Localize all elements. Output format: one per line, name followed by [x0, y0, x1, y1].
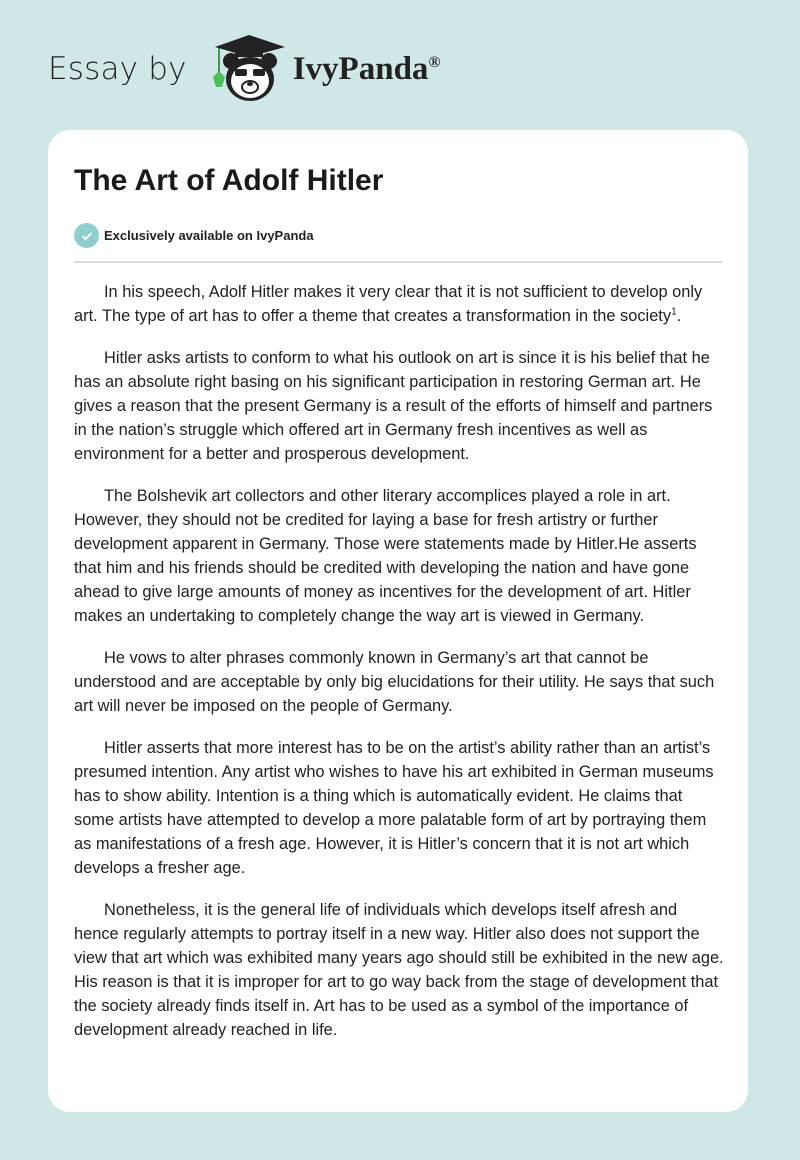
paragraph: Hitler asserts that more interest has to be on the artist’s ability rather than an artist’s presumed intention. Any artist who wishes to have his art exhibited in German museums has to show ability. Intention is a thing which is automatically evident. He claims that some artists have attempted to develop a more palatable form of art by portraying them as manifestations of a fresh age. However, it is Hitler’s concern that it is not art which develops a fresher age.	[74, 739, 714, 877]
brand-name[interactable]	[293, 51, 441, 88]
site-header	[48, 34, 440, 104]
essay-body	[74, 280, 724, 1060]
paragraph-punct: .	[676, 307, 682, 325]
brand-text: IvyPanda	[292, 50, 429, 87]
check-circle-icon	[74, 223, 99, 248]
exclusive-text: Exclusively available on IvyPanda	[104, 228, 314, 243]
registered-mark: ®	[428, 53, 441, 71]
paragraph: The Bolshevik art collectors and other literary accomplices played a role in art. However, they should not be credited for laying a base for fresh artistry or further development apparent in Germany. Those were statements made by Hitler.He asserts that him and his friends should be credited with developing the nation and have gone ahead to give large amounts of money as incentives for the development of art. Hitler makes an undertaking to completely change the way art is viewed in Germany.	[74, 487, 697, 625]
panda-logo-icon[interactable]	[205, 33, 289, 105]
essay-card	[48, 130, 748, 1112]
paragraph-text: In his speech, Adolf Hitler makes it very clear that it is not sufficient to develop only art. The type of art has to offer a theme that creates a transformation in the society	[74, 283, 703, 325]
paragraph: He vows to alter phrases commonly known in Germany’s art that cannot be understood and are acceptable by only big elucidations for their utility. He says that such art will never be imposed on the people of Germany.	[74, 649, 715, 715]
paragraph: Hitler asks artists to conform to what his outlook on art is since it is his belief that he has an absolute right basing on his significant participation in restoring German art. He gives a reason that the present Germany is a result of the efforts of himself and partners in the nation’s struggle which offered art in Germany fresh incentives as well as environment for a better and prosperous development.	[74, 349, 713, 463]
exclusive-badge	[74, 223, 314, 248]
page-title: The Art of Adolf Hitler	[74, 164, 384, 197]
essay-by-label: Essay by	[48, 51, 187, 87]
divider	[74, 261, 722, 263]
paragraph: Nonetheless, it is the general life of individuals which develops itself afresh and hence regularly attempts to portray itself in a new way. Hitler also does not support the view that art which was exhibited many years ago should still be exhibited in the new age. His reason is that it is improper for art to go way back from the stage of development that the society already finds itself in. Art has to be used as a symbol of the importance of development already reached in life.	[74, 901, 724, 1039]
paragraph	[74, 280, 724, 328]
footnote-ref[interactable]: 1	[671, 306, 677, 318]
